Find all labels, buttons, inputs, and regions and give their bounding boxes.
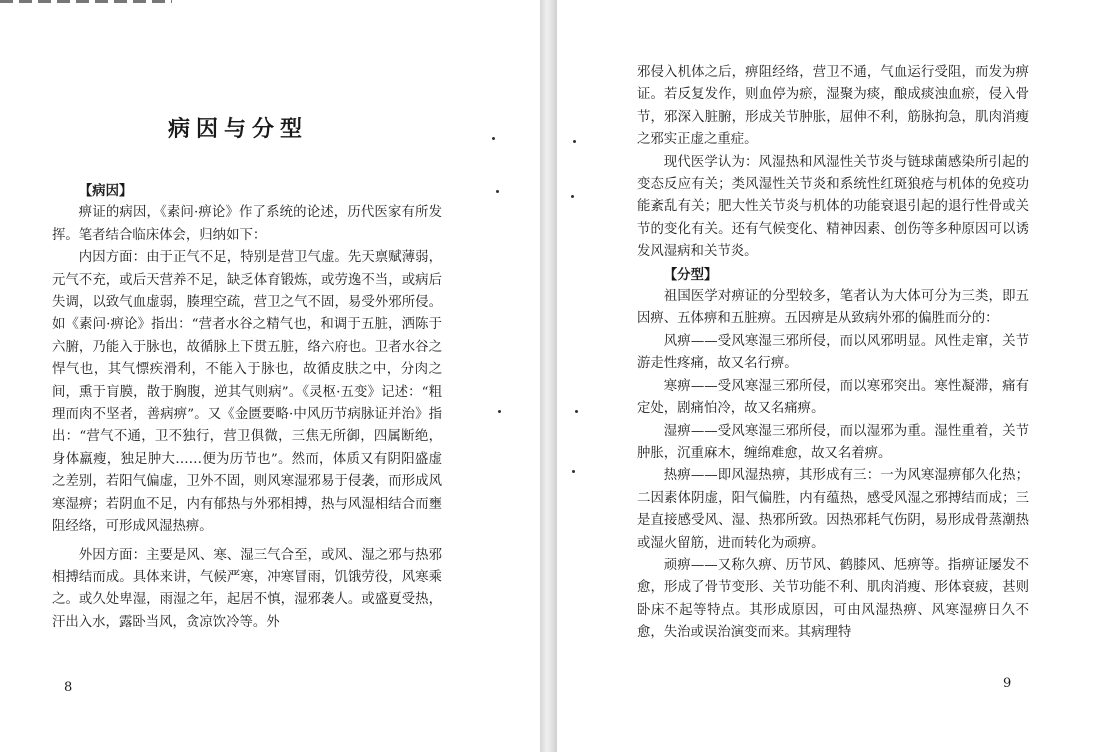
paragraph: 湿痹——受风寒湿三邪所侵，而以湿邪为重。湿性重着，关节肿胀，沉重麻木，缠绵难愈，故又名着痹。 xyxy=(637,423,1029,461)
paragraph: 外因方面：主要是风、寒、湿三气合至，或风、湿之邪与热邪相搏结而成。具体来讲，气候严寒，冲寒冒雨，饥饿劳役，风寒乘之。或久处卑湿，雨湿之年，起居不慎，湿邪袭人。或盛夏受热，汗出入水，露卧当风，贪凉饮冷等。外 xyxy=(52,547,442,630)
scan-speck xyxy=(498,410,501,413)
left-body-text xyxy=(52,180,442,634)
scan-speck xyxy=(575,410,578,413)
paragraph: 现代医学认为：风湿热和风湿性关节炎与链球菌感染所引起的变态反应有关；类风湿性关节炎和系统性红斑狼疮与机体的免疫功能紊乱有关；肥大性关节炎与机体的功能衰退引起的退行性骨或关节的变化有关。还有气候变化、精神因素、创伤等多种原因可以诱发风湿病和关节炎。 xyxy=(637,154,1029,260)
section-heading-types: 【分型】 xyxy=(663,266,718,283)
right-page xyxy=(557,0,1097,752)
paragraph: 风痹——受风寒湿三邪所侵，而以风邪明显。风性走窜，关节游走性疼痛，故又名行痹。 xyxy=(637,333,1029,372)
right-body-text xyxy=(637,62,1029,645)
scan-speck xyxy=(492,137,495,140)
paragraph: 内因方面：由于正气不足，特别是营卫气虚。先天禀赋薄弱，元气不充，或后天营养不足，缺乏体育锻炼，或劳逸不当，或病后失调，以致气血虚弱，腠理空疏，营卫之气不固，易受外邪所侵。如《素问·痹论》指出：“营者水谷之精气也，和调于五脏，洒陈于六腑，乃能入于脉也，故循脉上下贯五脏，络六府也。卫者水谷之悍气也，其气慓疾滑利，不能入于脉也，故循皮肤之中，分肉之间，熏于肓膜，散于胸腹，逆其气则病”。《灵枢·五变》记述：“粗理而肉不坚者，善病痹”。又《金匮要略·中风历节病脉证并治》指出：“营气不通，卫不独行，营卫俱微，三焦无所御，四属断绝，身体羸瘦，独足肿大……便为历节也”。然而，体质又有阴阳盛虚之差别，若阳气偏虚，卫外不固，则风寒湿邪易于侵袭，而形成风寒湿痹；若阴血不足，内有郁热与外邪相搏，热与风湿相结合而壅阻经络，可形成风湿热痹。 xyxy=(52,250,442,535)
book-gutter xyxy=(540,0,557,752)
chapter-title: 病因与分型 xyxy=(168,116,309,142)
paragraph: 寒痹——受风寒湿三邪所侵，而以寒邪突出。寒性凝滞，痛有定处，剧痛怕冷，故又名痛痹。 xyxy=(637,378,1029,417)
scan-speck xyxy=(571,195,574,198)
page-number-left: 8 xyxy=(64,680,73,695)
scan-speck xyxy=(572,470,575,473)
paragraph: 热痹——即风湿热痹，其形成有三：一为风寒湿痹郁久化热；二因素体阴虚，阳气偏胜，内有蕴热，感受风湿之邪搏结而成；三是直接感受风、湿、热邪所致。因热邪耗气伤阴，易形成骨蒸潮热或湿火留筋，进而转化为顽痹。 xyxy=(637,468,1029,551)
paragraph: 邪侵入机体之后，痹阻经络，营卫不通，气血运行受阻，而发为痹证。若反复发作，则血停为瘀，湿聚为痰，酿成痰浊血瘀，侵入骨节，邪深入脏腑，形成关节肿胀，屈伸不利，筋脉拘急，肌肉消瘦之邪实正虚之重症。 xyxy=(637,65,1029,148)
paragraph: 祖国医学对痹证的分型较多，笔者认为大体可分为三类，即五因痹、五体痹和五脏痹。五因痹是从致病外邪的偏胜而分的： xyxy=(637,289,1029,327)
page-number-right: 9 xyxy=(1003,676,1012,691)
scan-speck xyxy=(573,140,576,143)
top-dashed-border xyxy=(0,0,172,3)
paragraph: 痹证的病因，《素问·痹论》作了系统的论述，历代医家有所发挥。笔者结合临床体会，归纳如下： xyxy=(52,205,442,243)
paragraph: 顽痹——又称久痹、历节风、鹤膝风、尪痹等。指痹证屡发不愈，形成了骨节变形、关节功能不利、肌肉消瘦、形体衰疲，甚则卧床不起等特点。其形成原因，可由风湿热痹、风寒湿痹日久不愈，失治或误治演变而来。其病理特 xyxy=(637,557,1029,641)
section-heading-cause: 【病因】 xyxy=(78,183,133,199)
left-page xyxy=(0,0,540,752)
scan-speck xyxy=(496,190,499,193)
